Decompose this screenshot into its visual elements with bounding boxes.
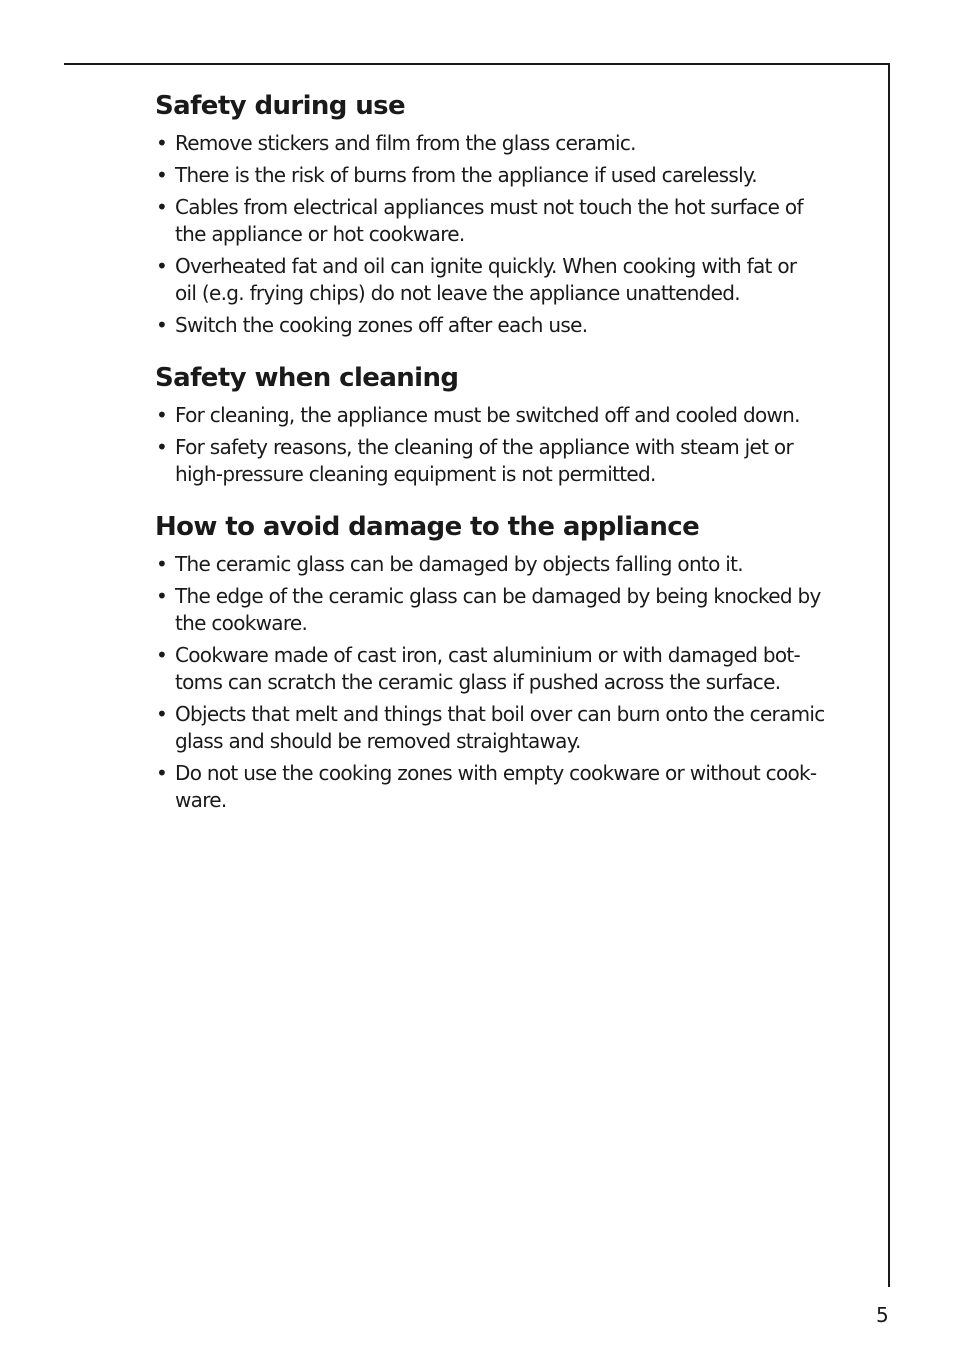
list-item-text: Cookware made of cast iron, cast aluminium or with damaged bot-	[175, 643, 801, 667]
section-title: How to avoid damage to the appliance	[155, 512, 700, 542]
list-item-text: oil (e.g. frying chips) do not leave the appliance unattended.	[175, 281, 740, 305]
right-rule	[888, 63, 890, 1287]
list-item	[155, 162, 867, 189]
bullet-dot-icon: •	[156, 403, 168, 427]
bullet-dot-icon: •	[156, 313, 168, 337]
list-item-text: high-pressure cleaning equipment is not permitted.	[175, 462, 656, 486]
bullet-dot-icon: •	[156, 163, 168, 187]
list-item-text: ware.	[175, 788, 227, 812]
top-rule	[64, 63, 890, 65]
list-item-text: toms can scratch the ceramic glass if pushed across the surface.	[175, 670, 781, 694]
list-item	[155, 434, 867, 488]
bullet-dot-icon: •	[156, 435, 168, 459]
bullet-dot-icon: •	[156, 643, 168, 667]
list-item-text: Cables from electrical appliances must not touch the hot surface of	[175, 195, 803, 219]
list-item-text: the appliance or hot cookware.	[175, 222, 465, 246]
page-content	[155, 86, 867, 833]
list-item-text: There is the risk of burns from the appliance if used carelessly.	[175, 163, 757, 187]
list-item	[155, 642, 867, 696]
list-item-text: The edge of the ceramic glass can be damaged by being knocked by	[175, 584, 821, 608]
list-item	[155, 194, 867, 248]
section-title: Safety during use	[155, 91, 406, 121]
list-item	[155, 583, 867, 637]
list-item-text: For safety reasons, the cleaning of the appliance with steam jet or	[175, 435, 793, 459]
section-title: Safety when cleaning	[155, 363, 459, 393]
list-item	[155, 130, 867, 157]
list-item-text: Switch the cooking zones off after each use.	[175, 313, 588, 337]
list-item	[155, 312, 867, 339]
section-avoid-damage	[155, 507, 867, 814]
bullet-list	[155, 130, 867, 339]
section-safety-during-use	[155, 86, 867, 339]
list-item	[155, 701, 867, 755]
bullet-dot-icon: •	[156, 254, 168, 278]
list-item-text: Remove stickers and film from the glass ceramic.	[175, 131, 636, 155]
bullet-list	[155, 402, 867, 488]
list-item-text: Do not use the cooking zones with empty cookware or without cook-	[175, 761, 817, 785]
list-item	[155, 551, 867, 578]
bullet-list	[155, 551, 867, 814]
bullet-dot-icon: •	[156, 702, 168, 726]
list-item	[155, 402, 867, 429]
list-item-text: For cleaning, the appliance must be switched off and cooled down.	[175, 403, 800, 427]
section-safety-when-cleaning	[155, 358, 867, 488]
list-item-text: Overheated fat and oil can ignite quickly. When cooking with fat or	[175, 254, 797, 278]
bullet-dot-icon: •	[156, 552, 168, 576]
bullet-dot-icon: •	[156, 761, 168, 785]
bullet-dot-icon: •	[156, 584, 168, 608]
list-item-text: Objects that melt and things that boil over can burn onto the ceramic	[175, 702, 825, 726]
list-item-text: The ceramic glass can be damaged by objects falling onto it.	[175, 552, 743, 576]
bullet-dot-icon: •	[156, 195, 168, 219]
list-item	[155, 760, 867, 814]
bullet-dot-icon: •	[156, 131, 168, 155]
page-number: 5	[876, 1303, 889, 1327]
list-item-text: glass and should be removed straightaway.	[175, 729, 581, 753]
list-item-text: the cookware.	[175, 611, 308, 635]
list-item	[155, 253, 867, 307]
